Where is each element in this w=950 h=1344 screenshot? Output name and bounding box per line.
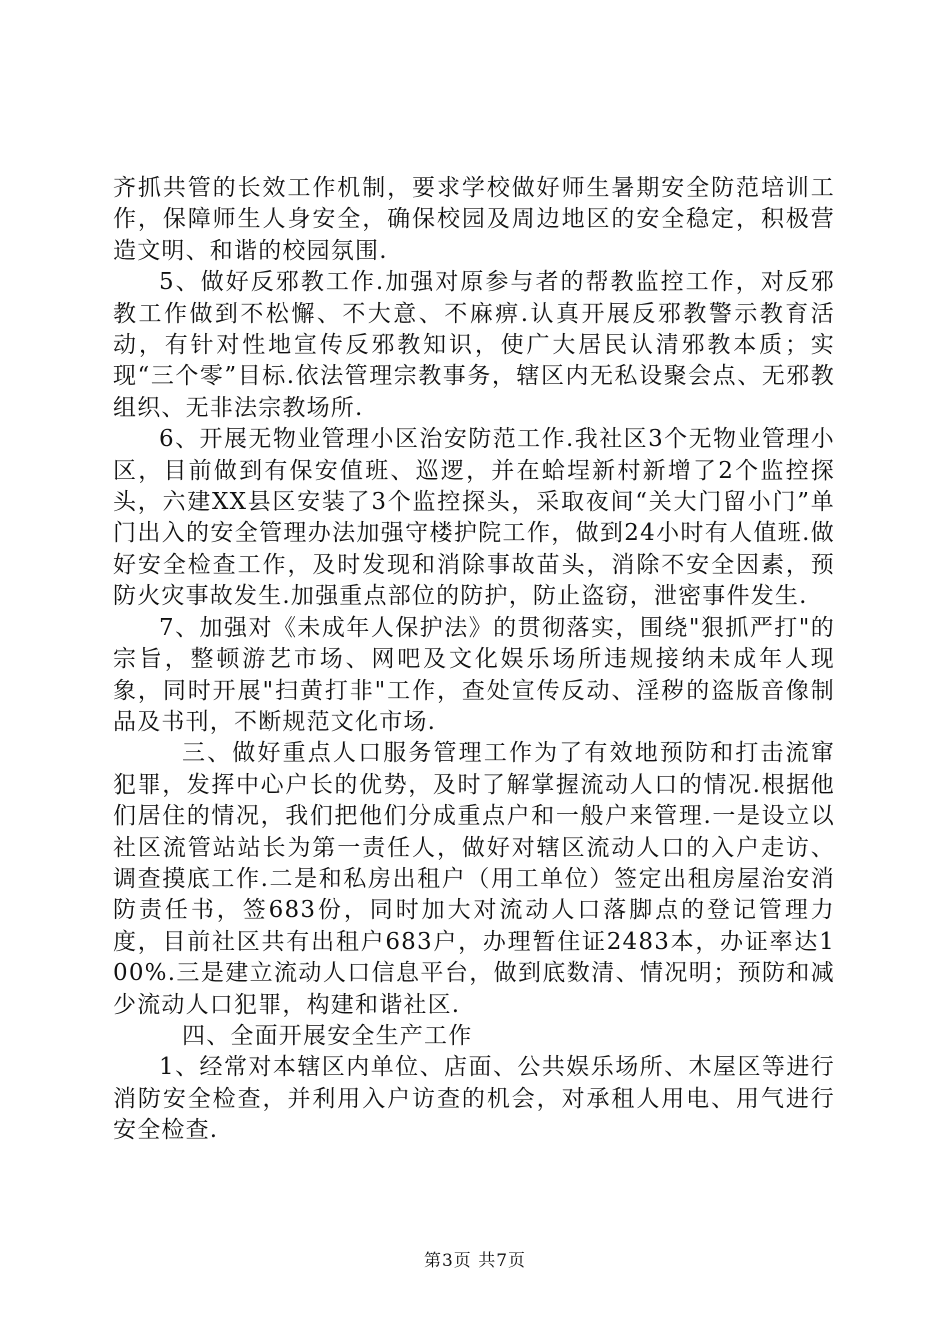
page-footer: 第3页 共7页 bbox=[423, 1251, 527, 1271]
paragraph-minor-protection: 7、加强对《未成年人保护法》的贯彻落实，围绕"狠抓严打"的宗旨，整顿游艺市场、网吧及文化娱乐场所违规接纳未成年人现象，同时开展"扫黄打非"工作，查处宣传反动、淫秽的盗版音像制品及书刊，不断规范文化市场. bbox=[113, 614, 835, 735]
paragraph-school-safety: 齐抓共管的长效工作机制，要求学校做好师生暑期安全防范培训工作，保障师生人身安全，确保校园及周边地区的安全稳定，积极营造文明、和谐的校园氛围. bbox=[113, 175, 835, 264]
paragraph-unmanaged-communities: 6、开展无物业管理小区治安防范工作.我社区3个无物业管理小区，目前做到有保安值班、巡逻，并在蛤埕新村新增了2个监控探头，六建XX县区安装了3个监控探头，采取夜间“关大门留小门”单门出入的安全管理办法加强守楼护院工作，做到24小时有人值班.做好安全检查工作，及时发现和消除事故苗头，消除不安全因素，预防火灾事故发生.加强重点部位的防护，防止盗窃，泄密事件发生. bbox=[113, 426, 835, 610]
paragraph-anti-cult: 5、做好反邪教工作.加强对原参与者的帮教监控工作，对反邪教工作做到不松懈、不大意、不麻痹.认真开展反邪教警示教育活动，有针对性地宣传反邪教知识，使广大居民认清邪教本质；实现“三个零”目标.依法管理宗教事务，辖区内无私设聚会点、无邪教组织、无非法宗教场所. bbox=[113, 269, 835, 421]
paragraph-key-population: 三、做好重点人口服务管理工作为了有效地预防和打击流窜犯罪，发挥中心户长的优势，及时了解掌握流动人口的情况.根据他们居住的情况，我们把他们分成重点户和一般户来管理.一是设立以社区流管站站长为第一责任人，做好对辖区流动人口的入户走访、调查摸底工作.二是和私房出租户（用工单位）签定出租房屋治安消防责任书，签683份，同时加大对流动人口落脚点的登记管理力度，目前社区共有出租户683户，办理暂住证2483本，办证率达100%.三是建立流动人口信息平台，做到底数清、情况明；预防和减少流动人口犯罪，构建和谐社区. bbox=[113, 740, 835, 1018]
paragraph-fire-inspection: 1、经常对本辖区内单位、店面、公共娱乐场所、木屋区等进行消防安全检查，并利用入户访查的机会，对承租人用电、用气进行安全检查. bbox=[113, 1054, 835, 1144]
document-body bbox=[113, 173, 835, 1147]
section-heading-safety-production: 四、全面开展安全生产工作 bbox=[182, 1022, 473, 1049]
